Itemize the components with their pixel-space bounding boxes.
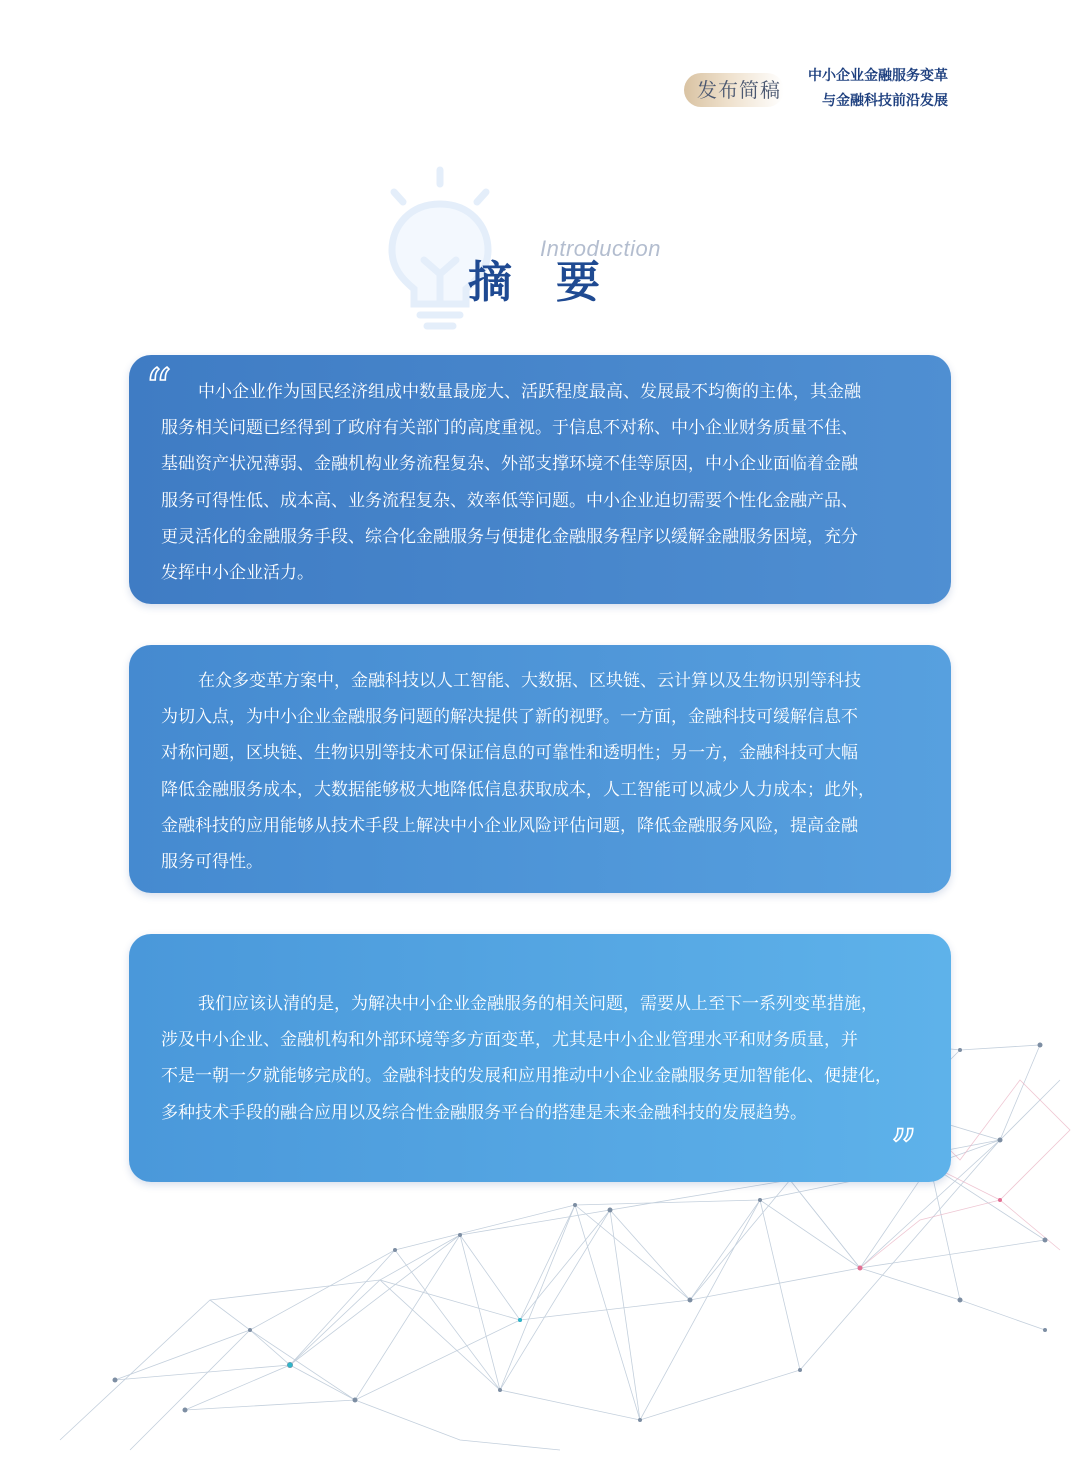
paragraph-1 xyxy=(161,374,921,591)
paragraph-line: 服务可得性。 xyxy=(161,852,263,873)
paragraph-line: 不是一朝一夕就能够完成的。金融科技的发展和应用推动中小企业金融服务更加智能化、便捷化， xyxy=(161,1066,892,1087)
header-title-line: 与金融科技前沿发展 xyxy=(822,93,948,109)
header-title-line: 中小企业金融服务变革 xyxy=(808,68,948,84)
paragraph-line: 对称问题，区块链、生物识别等技术可保证信息的可靠性和透明性；另一方，金融科技可大幅 xyxy=(161,743,858,764)
open-quote-icon: “ xyxy=(145,359,172,419)
abstract-box-3 xyxy=(129,934,951,1182)
abstract-box-1 xyxy=(129,355,951,604)
paragraph-2 xyxy=(161,663,921,880)
paragraph-line: 我们应该认清的是，为解决中小企业金融服务的相关问题，需要从上至下一系列变革措施， xyxy=(198,994,878,1014)
paragraph-line: 发挥中小企业活力。 xyxy=(161,563,314,584)
paragraph-line: 更灵活化的金融服务手段、综合化金融服务与便捷化金融服务程序以缓解金融服务困境，充分 xyxy=(161,526,858,547)
paragraph-line: 多种技术手段的融合应用以及综合性金融服务平台的搭建是未来金融科技的发展趋势。 xyxy=(161,1102,807,1123)
paragraph-3 xyxy=(161,986,921,1131)
header-tag: 发布简稿 xyxy=(697,78,781,102)
paragraph-line: 中小企业作为国民经济组成中数量最庞大、活跃程度最高、发展最不均衡的主体，其金融 xyxy=(198,382,861,402)
paragraph-line: 为切入点，为中小企业金融服务问题的解决提供了新的视野。一方面，金融科技可缓解信息不 xyxy=(161,707,858,728)
page-title: 摘要 xyxy=(468,257,644,308)
paragraph-line: 涉及中小企业、金融机构和外部环境等多方面变革，尤其是中小企业管理水平和财务质量，并 xyxy=(161,1030,858,1051)
paragraph-line: 服务相关问题已经得到了政府有关部门的高度重视。于信息不对称、中小企业财务质量不佳、 xyxy=(161,418,858,439)
header-title xyxy=(808,64,948,114)
paragraph-line: 降低金融服务成本，大数据能够极大地降低信息获取成本，人工智能可以减少人力成本；此外， xyxy=(161,779,875,800)
intro-subtitle: Introduction xyxy=(540,236,661,261)
close-quote-icon: ” xyxy=(890,1120,917,1180)
paragraph-line: 在众多变革方案中，金融科技以人工智能、大数据、区块链、云计算以及生物识别等科技 xyxy=(198,671,861,691)
abstract-box-2 xyxy=(129,645,951,893)
paragraph-line: 金融科技的应用能够从技术手段上解决中小企业风险评估问题，降低金融服务风险，提高金融 xyxy=(161,815,858,836)
paragraph-line: 基础资产状况薄弱、金融机构业务流程复杂、外部支撑环境不佳等原因，中小企业面临着金融 xyxy=(161,454,858,475)
paragraph-line: 服务可得性低、成本高、业务流程复杂、效率低等问题。中小企业迫切需要个性化金融产品、 xyxy=(161,490,858,511)
